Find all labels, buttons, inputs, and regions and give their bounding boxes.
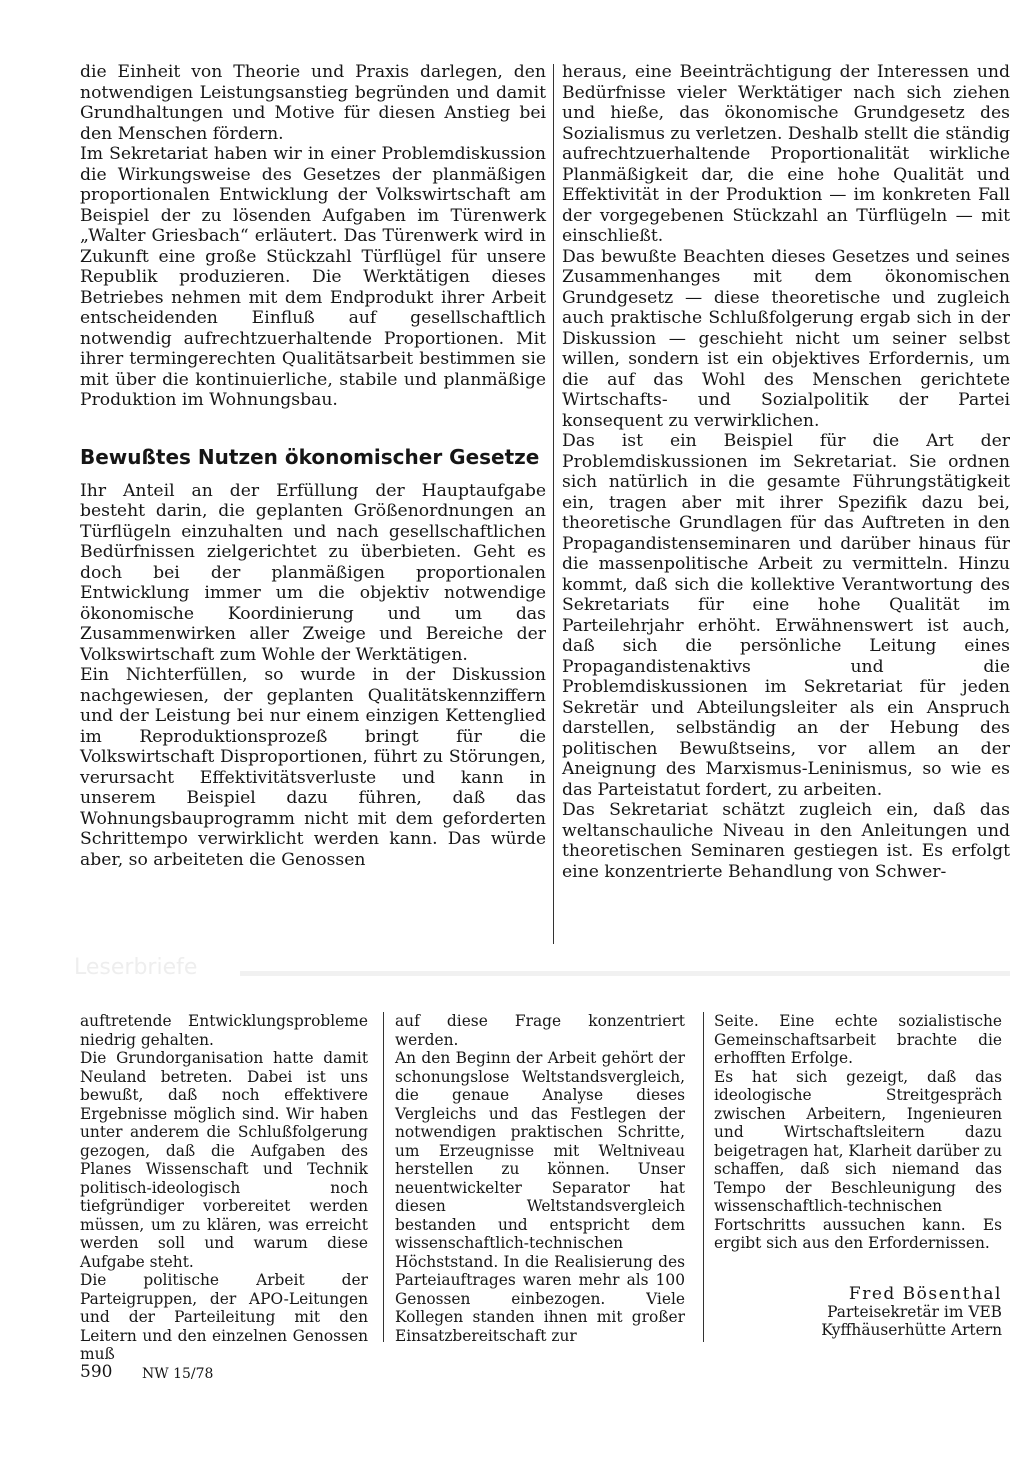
paragraph: Ihr Anteil an der Erfüllung der Hauptaufgabe besteht darin, die geplanten Größenordnungen an Türflügeln einzuhalten und nach gesellschaftlichen Bedürfnissen zielgerichtet zu überbieten. Geht es doch bei der planmäßigen proportionalen Entwicklung immer um die objektiv notwendige ökonomische Koordinierung und um das Zusammenwirken aller Zweige und Bereiche der Volkswirtschaft zum Wohle der Werktätigen.: [80, 480, 546, 665]
paragraph: Die Grundorganisation hatte damit Neuland betreten. Dabei ist uns bewußt, daß noch effektivere Ergebnisse möglich sind. Wir haben unter anderem die Schlußfolgerung gezogen, daß die Aufgaben des Planes Wissenschaft und Technik politisch-ideologisch noch tiefgründiger vorbereitet werden müssen, um zu klären, was erreicht werden soll und warum diese Aufgabe steht.: [80, 1049, 368, 1271]
section-rule: [240, 971, 1010, 976]
column-divider: [553, 64, 554, 944]
page-number: 590: [80, 1362, 113, 1382]
paragraph: Ein Nichterfüllen, so wurde in der Diskussion nachgewiesen, der geplanten Qualitätskennziffern und der Leistung bei nur einem einzigen Kettenglied im Reproduktionsprozeß bringt für die Volkswirtschaft Disproportionen, führt zu Störungen, verursacht Effektivitätsverluste und kann in unserem Beispiel dazu führen, daß das Wohnungsbauprogramm nicht mit dem geforderten Schrittempo verwirklicht werden kann. Das würde aber, so arbeiteten die Genossen: [80, 665, 546, 870]
author-role: Parteisekretär im VEB Kyffhäuserhütte Artern: [821, 1303, 1002, 1339]
paragraph: auf diese Frage konzentriert werden.: [395, 1012, 685, 1049]
paragraph: Das ist ein Beispiel für die Art der Problemdiskussionen im Sekretariat. Sie ordnen sich natürlich in die gesamte Führungstätigkeit ein, tragen aber mit ihrer Spezifik dazu bei, theoretische Grundlagen für das Auftreten in den Propagandistenseminaren und darüber hinaus für die massenpolitische Arbeit zu vermitteln. Hinzu kommt, daß sich die kollektive Verantwortung des Sekretariats für eine hohe Qualität im Parteilehrjahr erhöht. Erwähnenswert ist auch, daß sich die persönliche Leitung eines Propagandistenaktivs und die Problemdiskussionen im Sekretariat für jeden Sekretär und Abteilungsleiter als ein Anspruch darstellen, selbständig an der Hebung des politischen Bewußtseins, vor allem an der Aneignung des Marxismus-Leninismus, so wie es das Parteistatut fordert, zu arbeiten.: [562, 431, 1010, 800]
paragraph: die Einheit von Theorie und Praxis darlegen, den notwendigen Leistungsanstieg begründen und damit Grundhaltungen und Motive für diesen Anstieg bei den Menschen fördern.: [80, 62, 546, 144]
paragraph: Das bewußte Beachten dieses Gesetzes und seines Zusammenhanges mit dem ökonomischen Grundgesetz — diese theoretische und zugleich auch praktische Schlußfolgerung ergab sich in der Diskussion — geschieht nicht um seiner selbst willen, sondern ist ein objektives Erfordernis, um die auf das Wohl des Menschen gerichtete Wirtschafts- und Sozialpolitik der Partei konsequent zu verwirklichen.: [562, 246, 1010, 431]
article-column-right: [562, 62, 1010, 882]
paragraph: heraus, eine Beeinträchtigung der Interessen und Bedürfnisse vieler Werktätiger nach sich ziehen und hieße, das ökonomische Grundgesetz des Sozialismus zu verletzen. Deshalb stellt die ständig aufrechtzuerhaltende Proportionalität wirkliche Planmäßigkeit dar, die eine hohe Qualität und Effektivität in der Produktion — im konkreten Fall der vorgegebenen Stückzahl an Türflügeln — mit einschließt.: [562, 62, 1010, 246]
section-heading: Bewußtes Nutzen ökonomischer Gesetze: [80, 444, 540, 469]
column-divider: [703, 1012, 704, 1342]
issue-label: NW 15/78: [142, 1366, 214, 1382]
section-header-letters: [60, 955, 1010, 985]
author-signature: [714, 1285, 1002, 1339]
paragraph: Es hat sich gezeigt, daß das ideologische Streitgespräch zwischen Arbeitern, Ingenieuren und Wirtschaftsleitern dazu beigetragen hat, Klarheit darüber zu schaffen, daß sich niemand das Tempo der Beschleunigung des wissenschaftlich-technischen Fortschritts aussuchen kann. Es ergibt sich aus den Erfordernissen.: [714, 1067, 1002, 1252]
paragraph: Seite. Eine echte sozialistische Gemeinschaftsarbeit brachte die erhofften Erfolge.: [714, 1012, 1002, 1067]
column-divider: [383, 1012, 384, 1342]
paragraph: Im Sekretariat haben wir in einer Problemdiskussion die Wirkungsweise des Gesetzes der planmäßigen proportionalen Entwicklung der Volkswirtschaft am Beispiel der zu lösenden Aufgaben im Türenwerk „Walter Griesbach“ erläutert. Das Türenwerk wird in Zukunft eine große Stückzahl Türflügel für unsere Republik produzieren. Die Werktätigen dieses Betriebes nehmen mit dem Endprodukt ihrer Arbeit entscheidenden Einfluß auf gesellschaftlich notwendig aufrechtzuerhaltende Proportionen. Mit ihrer termingerechten Qualitätsarbeit bestimmen sie mit über die kontinuierliche, stabile und planmäßige Produktion im Wohnungsbau.: [80, 144, 546, 410]
section-label: Leserbriefe: [74, 955, 198, 980]
paragraph: Das Sekretariat schätzt zugleich ein, daß das weltanschauliche Niveau in den Anleitungen und theoretischen Seminaren gestiegen ist. Es erfolgt eine konzentrierte Behandlung von Schwer-: [562, 800, 1010, 882]
article-column-left: [80, 62, 546, 870]
letter-column-1: [80, 1012, 368, 1364]
author-name: Fred Bösenthal: [848, 1284, 1002, 1304]
paragraph: Die politische Arbeit der Parteigruppen, der APO-Leitungen und der Parteileitung mit den Leitern und den einzelnen Genossen muß: [80, 1271, 368, 1363]
letter-column-3: [714, 1012, 1002, 1253]
paragraph: An den Beginn der Arbeit gehört der schonungslose Weltstandsvergleich, die genaue Analyse dieses Vergleichs und das Festlegen der notwendigen praktischen Schritte, um Erzeugnisse mit Weltniveau herstellen zu können. Unser neuentwickelter Separator hat diesen Weltstandsvergleich bestanden und entspricht dem wissenschaftlich-technischen Höchststand. In die Realisierung des Parteiauftrages waren mehr als 100 Genossen einbezogen. Viele Kollegen standen ihnen mit großer Einsatzbereitschaft zur: [395, 1049, 685, 1345]
paragraph: auftretende Entwicklungsprobleme niedrig gehalten.: [80, 1012, 368, 1049]
letter-column-2: [395, 1012, 685, 1345]
